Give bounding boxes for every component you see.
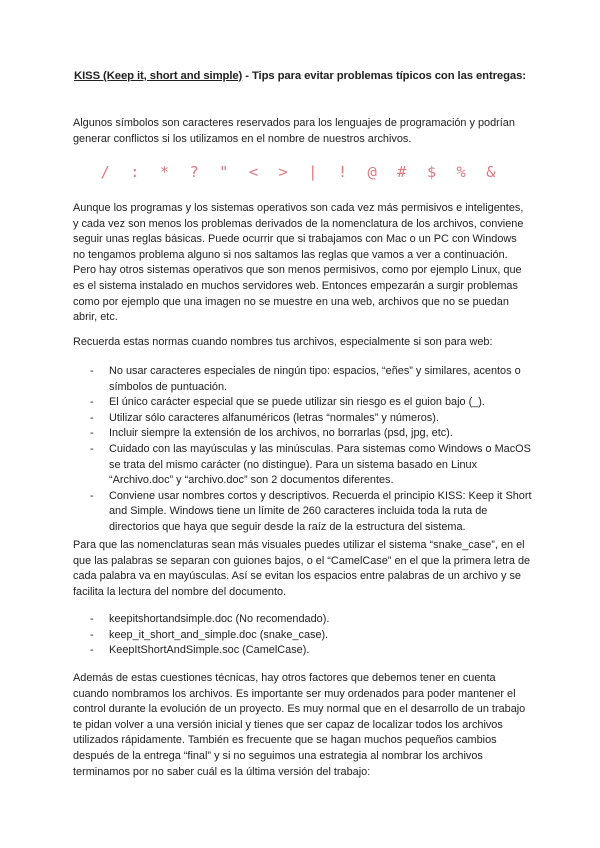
reserved-symbols: / : * ? " < > | ! @ # $ % & [100, 163, 500, 181]
list-item: - Incluir siempre la extensión de los archivos, no borrarlas (psd, jpg, etc). [90, 427, 453, 440]
title-kiss: KISS (Keep it, short and simple) [74, 70, 243, 82]
list-item: - No usar caracteres especiales de ningún tipo: espacios, “eñes” y similares, acentos o símbolos de puntuación. [90, 365, 521, 393]
list-item: - KeepItShortAndSimple.soc (CamelCase). [90, 644, 310, 657]
list-item: - El único carácter especial que se puede utilizar sin riesgo es el guion bajo (_). [90, 396, 485, 409]
paragraph-nomenclaturas: Para que las nomenclaturas sean más visuales puedes utilizar el sistema “snake_case”, en el que las palabras se separan con guiones bajos, o el “CamelCase” en el que la primera letra de cada palabra va en mayúsculas. Así se evitan los espacios entre palabras de un archivo y se facilita la lectura del nombre del documento. [73, 539, 531, 598]
title-rest: - Tips para evitar problemas típicos con las entregas: [242, 70, 526, 82]
list-item: - Conviene usar nombres cortos y descriptivos. Recuerda el principio KISS: Keep it Short and Simple. Windows tiene un límite de 260 caracteres incluida toda la ruta de directorios que haya que seguir desde la raíz de la estructura del sistema. [90, 489, 532, 533]
examples-list [73, 612, 533, 659]
list-item: - keep_it_short_and_simple.doc (snake_case). [90, 628, 329, 641]
rules-list [73, 364, 533, 536]
list-item: - Cuidado con las mayúsculas y las minúsculas. Para sistemas como Windows o MacOS se trata del mismo carácter (no distingue). Para un sistema basado en Linux “Archivo.doc” y “archivo.doc” son 2 documentos diferentes. [90, 442, 531, 487]
list-item: - keepitshortandsimple.doc (No recomendado). [90, 613, 330, 625]
intro-paragraph: Algunos símbolos son caracteres reservados para los lenguajes de programación y podrían generar conflictos si los utilizamos en el nombre de nuestros archivos. [73, 117, 515, 145]
paragraph-normas-intro: Recuerda estas normas cuando nombres tus archivos, especialmente si son para web: [73, 336, 493, 348]
list-item: - Utilizar sólo caracteres alfanuméricos (letras “normales” y números). [90, 411, 439, 424]
page-title [0, 70, 600, 82]
paragraph-cuestiones-tecnicas: Además de estas cuestiones técnicas, hay otros factores que debemos tener en cuenta cuando nombramos los archivos. Es importante ser muy ordenados para poder mantener el control durante la evolución de un proyecto. Es muy normal que en el desarrollo de un trabajo te pidan volver a una versión inicial y tienes que ser capaz de localizar todos los archivos utilizados rápidamente. También es frecuente que se hagan muchos pequeños cambios después de la entrega “final” y si no seguimos una estrategia al nombrar los archivos terminamos por no saber cuál es la última versión del trabajo: [73, 672, 526, 778]
paragraph-permisivos: Aunque los programas y los sistemas operativos son cada vez más permisivos e inteligentes, y cada vez son menos los problemas derivados de la nomenclatura de los archivos, conviene seguir unas reglas básicas. Puede ocurrir que si trabajamos con Mac o un PC con Windows no tengamos problema alguno si nos saltamos las reglas que vamos a ver a continuación. Pero hay otros sistemas operativos que son menos permisivos, como por ejemplo Linux, que es el sistema instalado en muchos servidores web. Entonces empezarán a surgir problemas como por ejemplo que una imagen no se muestre en una web, archivos que no se puedan abrir, etc. [73, 202, 524, 324]
